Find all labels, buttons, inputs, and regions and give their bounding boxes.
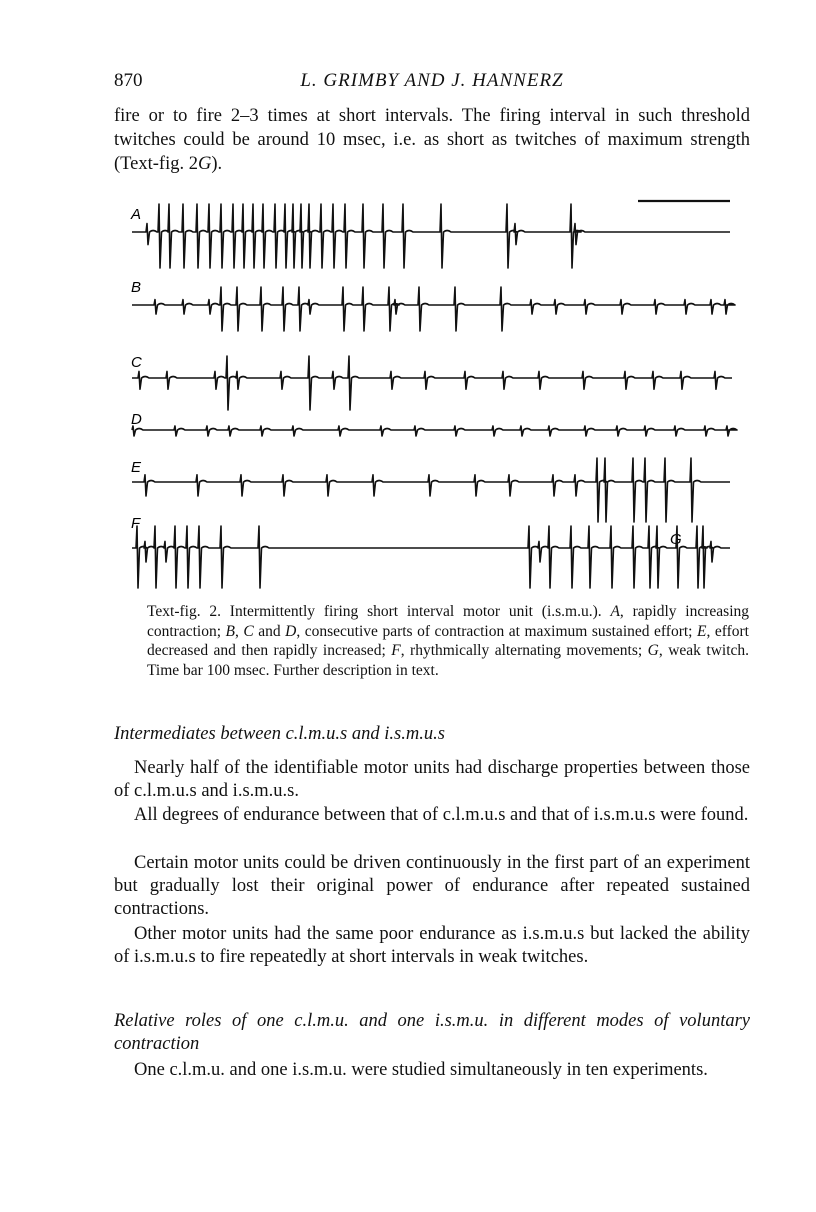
trace-label-e: E bbox=[131, 459, 142, 476]
trace-a bbox=[132, 204, 730, 268]
trace-label-b: B bbox=[131, 279, 142, 296]
caption-text-d: , consecutive parts of contraction at maximum sustained effort; bbox=[296, 622, 697, 640]
caption-label-f: F bbox=[391, 642, 401, 659]
trace-group bbox=[132, 204, 737, 588]
caption-label-b: B bbox=[225, 622, 236, 640]
page-header bbox=[114, 70, 750, 100]
section-heading-intermediates: Intermediates between c.l.m.u.s and i.s.m.u.s bbox=[114, 724, 445, 744]
figure-caption bbox=[147, 602, 749, 680]
opening-paragraph bbox=[114, 104, 750, 176]
caption-comma: , bbox=[235, 622, 244, 640]
text-figure-2 bbox=[126, 190, 740, 595]
caption-label-c: C bbox=[243, 622, 254, 640]
paragraph: Nearly half of the identifiable motor units had discharge properties between those of c.l.m.u.s and i.s.m.u.s. bbox=[114, 758, 750, 801]
caption-label-d: D bbox=[285, 622, 297, 640]
inset-label-g: G bbox=[670, 531, 682, 548]
caption-and: and bbox=[253, 622, 286, 640]
caption-label-g: G bbox=[647, 642, 659, 659]
caption-text-g: , weak twitch. Time bar 100 msec. Further description in text. bbox=[147, 642, 749, 679]
caption-lead: Text-fig. 2. Intermittently firing short interval motor unit (i.s.m.u.). bbox=[147, 603, 602, 620]
paragraph: All degrees of endurance between that of c.l.m.u.s and that of i.s.m.u.s were found. bbox=[134, 805, 749, 825]
opening-text: fire or to fire 2–3 times at short intervals. The firing interval in such threshold twitches could be around 10 msec, i.e. as short as twitches of maximum strength (Text-fig. 2 bbox=[114, 106, 750, 174]
paragraph: Other motor units had the same poor endurance as i.s.m.u.s but lacked the ability of i.s.m.u.s to fire repeatedly at short intervals in weak twitches. bbox=[114, 924, 750, 967]
paragraph: One c.l.m.u. and one i.s.m.u. were studied simultaneously in ten experiments. bbox=[134, 1060, 708, 1080]
emg-traces-figure bbox=[126, 190, 740, 595]
running-head: L. GRIMBY AND J. HANNERZ bbox=[300, 70, 564, 91]
section-heading-relative-roles: Relative roles of one c.l.m.u. and one i.s.m.u. in different modes of voluntary contraction bbox=[114, 1011, 750, 1054]
paragraph: Certain motor units could be driven continuously in the first part of an experiment but gradually lost their original power of endurance after repeated sustained contractions. bbox=[114, 853, 750, 919]
trace-c bbox=[132, 356, 732, 410]
caption-text-a: , rapidly increasing contraction; bbox=[147, 603, 750, 640]
trace-label-a: A bbox=[131, 206, 142, 223]
trace-e bbox=[132, 458, 730, 522]
caption-text-f: , rhythmically alternating movements; bbox=[400, 642, 648, 659]
trace-f bbox=[132, 526, 730, 588]
trace-label-c: C bbox=[131, 354, 142, 371]
trace-label-f: F bbox=[131, 515, 141, 532]
page-number: 870 bbox=[114, 70, 143, 91]
fig-ref: G bbox=[197, 154, 212, 174]
opening-closing: ). bbox=[211, 154, 223, 174]
trace-label-d: D bbox=[131, 411, 142, 428]
caption-label-e: E bbox=[696, 622, 707, 640]
trace-b bbox=[132, 287, 735, 331]
caption-text-e: , effort decreased and then rapidly increased; bbox=[147, 622, 749, 659]
caption-label-a: A bbox=[610, 603, 620, 620]
trace-d bbox=[132, 426, 737, 436]
